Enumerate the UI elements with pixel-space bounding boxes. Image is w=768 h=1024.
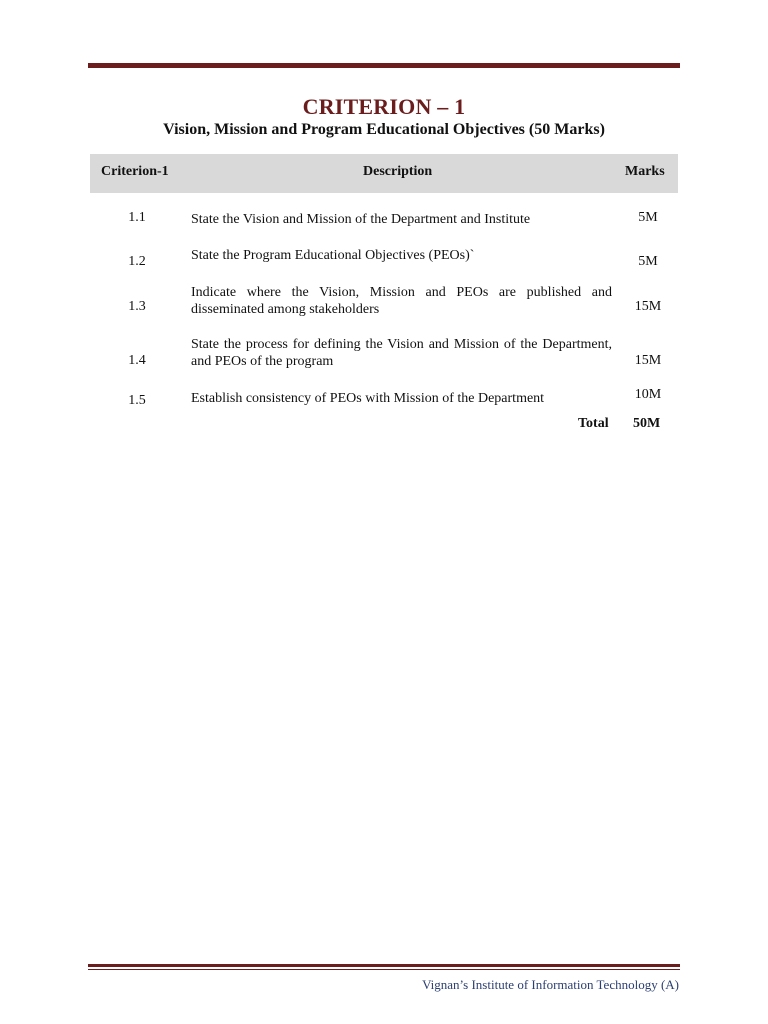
footer-rule-thin: [88, 969, 680, 970]
total-value: 50M: [633, 416, 661, 431]
row-description: Establish consistency of PEOs with Mission of the Department: [191, 391, 545, 406]
row-number: 1.4: [128, 353, 146, 368]
page-title: CRITERION – 1: [302, 94, 466, 119]
row-number: 1.3: [128, 299, 146, 314]
row-marks: 5M: [638, 254, 658, 269]
row-marks: 5M: [638, 210, 658, 225]
row-number: 1.5: [128, 393, 146, 408]
row-number: 1.1: [128, 210, 146, 225]
row-description: Indicate where the Vision, Mission and PEOs are published and disseminated among stakeholders: [191, 285, 612, 317]
row-number: 1.2: [128, 254, 146, 269]
header-description: Description: [363, 164, 433, 179]
footer-institute: Vignan’s Institute of Information Technology (A): [422, 977, 679, 992]
row-marks: 15M: [634, 299, 662, 314]
footer-rule-thick: [88, 964, 680, 967]
top-rule: [88, 63, 680, 68]
row-description: State the Vision and Mission of the Department and Institute: [191, 212, 531, 227]
row-marks: 10M: [634, 387, 662, 402]
row-description: State the process for defining the Vision and Mission of the Department, and PEOs of the program: [191, 337, 612, 369]
page-subtitle: Vision, Mission and Program Educational Objectives (50 Marks): [163, 121, 605, 138]
header-marks: Marks: [625, 164, 665, 179]
table-header-row: [90, 154, 678, 193]
total-label: Total: [578, 416, 609, 431]
row-marks: 15M: [634, 353, 662, 368]
row-description: State the Program Educational Objectives (PEOs)`: [191, 248, 475, 263]
header-criterion: Criterion-1: [101, 164, 169, 179]
